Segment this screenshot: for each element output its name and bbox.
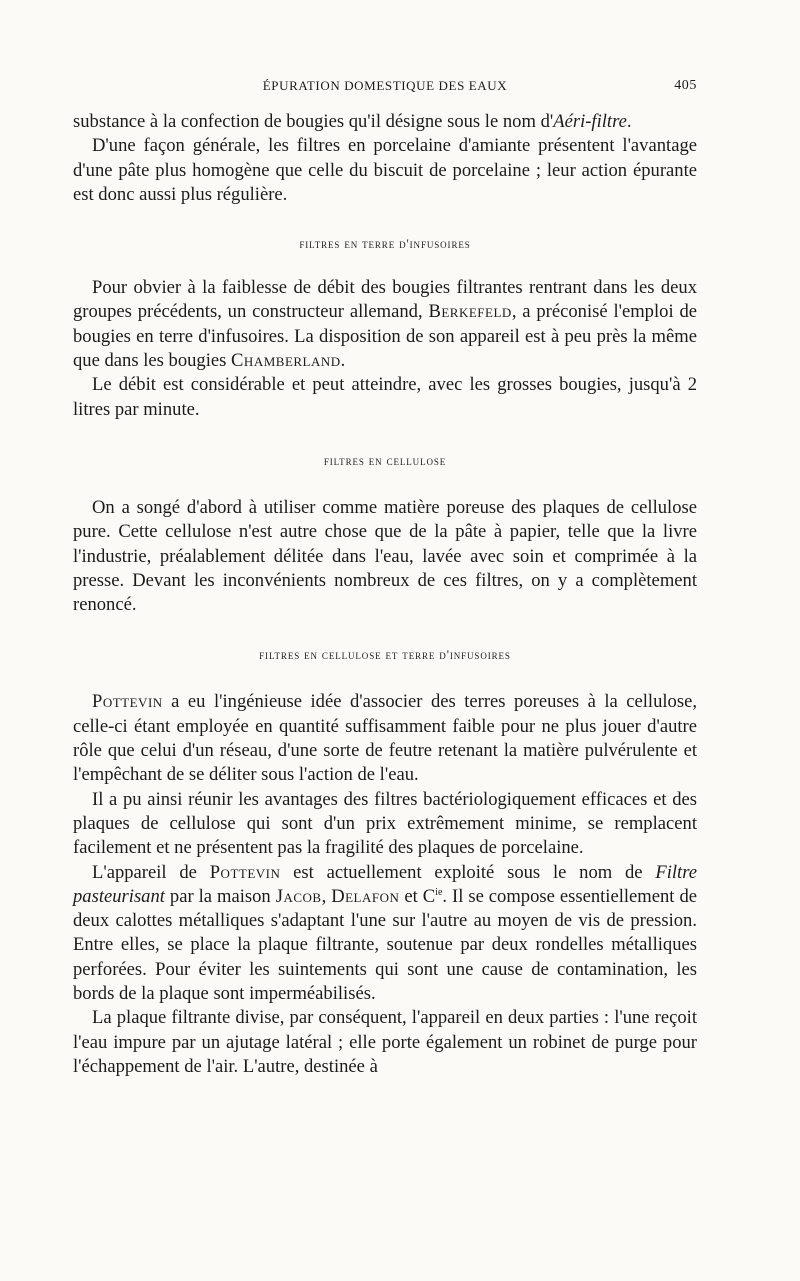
paragraph-text: . bbox=[340, 350, 346, 372]
paragraph-text: substance à la confection de bougies qu'il désigne sous le nom d' bbox=[73, 111, 554, 132]
page-body bbox=[73, 110, 697, 1079]
paragraph-appareil bbox=[73, 861, 697, 1007]
paragraph-text: est actuellement exploité sous le nom de bbox=[280, 861, 656, 883]
paragraph-porcelain: D'une façon générale, les filtres en porcelaine d'amiante présentent l'avantage d'une pâte plus homogène que celle du biscuit de porcelaine ; leur action épurante est donc aussi plus régulière. bbox=[73, 135, 697, 205]
paragraph-cellulose: On a songé d'abord à utiliser comme matière poreuse des plaques de cellulose pure. Cette cellulose n'est autre chose que de la pâte à papier, telle que la livre l'industrie, préalablement délitée dans l'eau, lavée avec soin et comprimée à la presse. Devant les inconvénients nombreux de ces filtres, on y a complètement renoncé. bbox=[73, 496, 697, 616]
section-title-cellulose: filtres en cellulose bbox=[323, 453, 447, 468]
company-name: Delafon bbox=[331, 885, 400, 907]
paragraph-text: et C bbox=[399, 885, 436, 907]
person-name: Berkefeld bbox=[428, 301, 512, 323]
paragraph-text: , a préconisé l'emploi de bougies en terre d'infusoires. La disposition de son appareil est à peu près la même que dans les bougies bbox=[73, 301, 697, 372]
product-name: Filtre pasteurisant bbox=[73, 861, 697, 907]
paragraph-berkefeld bbox=[73, 276, 697, 373]
paragraph-text: . Il se compose essentiellement de deux calottes métalliques s'adaptant l'une sur l'autre au moyen de vis de pression. Entre elles, se place la plaque filtrante, soutenue par deux rondelles métalliques perforées. Pour éviter les suintements qui sont une cause de contamination, les bords de la plaque sont imperméabilisés. bbox=[73, 885, 697, 1005]
company-name: Jacob bbox=[275, 885, 322, 907]
paragraph-avantages: Il a pu ainsi réunir les avantages des filtres bactériologiquement efficaces et des plaques de cellulose qui sont d'un prix extrêmement minime, se remplacent facilement et ne présentent pas la fragilité des plaques de porcelaine. bbox=[73, 788, 697, 859]
page-number: 405 bbox=[674, 78, 697, 93]
paragraph-pottevin bbox=[73, 690, 697, 787]
running-head bbox=[73, 78, 697, 98]
person-name: Pottevin bbox=[92, 691, 163, 713]
superscript: ie bbox=[435, 886, 443, 898]
paragraph-text: a eu l'ingénieuse idée d'associer des terres poreuses à la cellulose, celle-ci étant employée en quantité suffisamment faible pour ne plus jouer d'autre rôle que celui d'un réseau, d'une sorte de feutre retenant la matière pulvérulente et l'empêchant de se déliter sous l'action de l'eau. bbox=[73, 691, 697, 786]
paragraph-continuation bbox=[73, 110, 697, 134]
section-title-cellulose-infusoires: filtres en cellulose et terre d'infusoires bbox=[259, 648, 511, 663]
running-title: ÉPURATION DOMESTIQUE DES EAUX bbox=[262, 78, 508, 93]
paragraph-text: par la maison bbox=[164, 885, 276, 907]
paragraph-plaque: La plaque filtrante divise, par conséquent, l'appareil en deux parties : l'une reçoit l'eau impure par un ajutage latéral ; elle porte également un robinet de purge pour l'échappement de l'air. L'autre, destinée à bbox=[73, 1007, 697, 1077]
product-name: Aéri-filtre bbox=[553, 111, 627, 132]
section-title-infusoires: filtres en terre d'infusoires bbox=[299, 237, 471, 252]
person-name: Chamberland bbox=[231, 350, 341, 372]
paragraph-text: L'appareil de bbox=[92, 861, 210, 883]
paragraph-text: . bbox=[626, 111, 632, 132]
paragraph-text: , bbox=[321, 885, 332, 907]
paragraph-text: Pour obvier à la faiblesse de débit des bougies filtrantes rentrant dans les deux groupes précédents, un constructeur allemand, bbox=[73, 277, 697, 323]
person-name: Pottevin bbox=[209, 861, 281, 883]
paragraph-debit: Le débit est considérable et peut atteindre, avec les grosses bougies, jusqu'à 2 litres par minute. bbox=[73, 374, 697, 420]
